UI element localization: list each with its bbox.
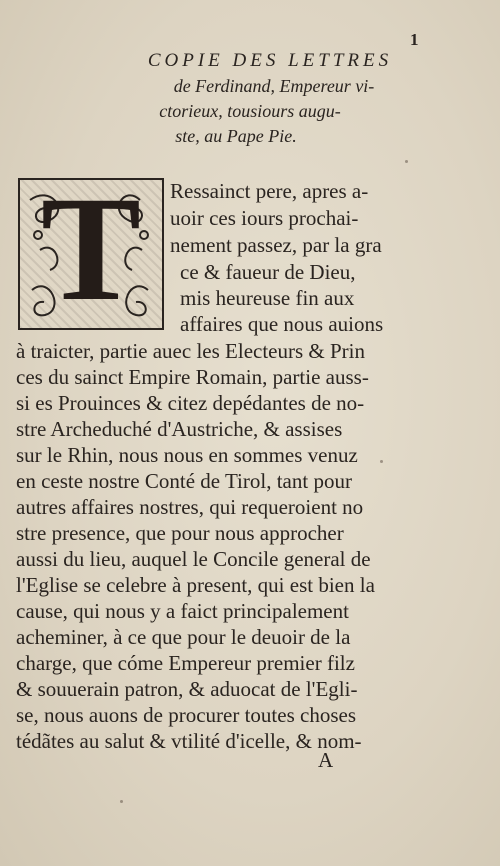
catchword: A <box>318 748 334 772</box>
body-line: sur le Rhin, nous nous en sommes venuz <box>16 443 358 467</box>
paper-speck <box>380 460 383 463</box>
body-line: en ceste nostre Conté de Tirol, tant pour <box>16 469 352 493</box>
body-line: charge, que cóme Empereur premier filz <box>16 651 355 675</box>
body-line: l'Eglise se celebre à present, qui est bien la <box>16 573 375 597</box>
body-line: autres affaires nostres, qui requeroient no <box>16 495 364 519</box>
body-line: affaires que nous auions <box>180 312 384 336</box>
paper-speck <box>405 160 408 163</box>
body-line: nement passez, par la gra <box>170 233 382 257</box>
body-line: si es Prouinces & citez depédantes de no- <box>16 391 365 415</box>
title-line-2: de Ferdinand, Empereur vi- <box>173 76 375 96</box>
body-line: acheminer, à ce que pour le deuoir de la <box>16 625 351 649</box>
initial-letter: T <box>40 166 142 332</box>
body-line: & souuerain patron, & aduocat de l'Egli- <box>16 677 358 701</box>
body-line: stre presence, que pour nous approcher <box>16 521 344 545</box>
title-line-3: ctorieux, tousiours augu- <box>159 101 341 121</box>
body-line: uoir ces iours prochai- <box>170 206 359 230</box>
paper-speck <box>120 800 123 803</box>
decorated-initial <box>18 166 164 332</box>
body-line: Ressainct pere, apres a- <box>170 179 369 203</box>
body-line: tédãtes au salut & vtilité d'icelle, & nom- <box>16 729 362 753</box>
body-line: ces du sainct Empire Romain, partie auss- <box>16 365 369 389</box>
body-line: mis heureuse fin aux <box>180 286 355 310</box>
body-line: se, nous auons de procurer toutes choses <box>16 703 356 727</box>
body-line: stre Archeduché d'Austriche, & assises <box>16 417 343 441</box>
body-line: à traicter, partie auec les Electeurs & Prin <box>16 339 365 363</box>
body-line: ce & faueur de Dieu, <box>180 260 356 284</box>
title-line-4: ste, au Pape Pie. <box>175 126 297 146</box>
page-number: 1 <box>410 30 419 49</box>
title-line-1: COPIE DES LETTRES <box>147 50 393 71</box>
body-line: cause, qui nous y a faict principalement <box>16 599 349 623</box>
body-line: aussi du lieu, auquel le Concile general de <box>16 547 371 571</box>
